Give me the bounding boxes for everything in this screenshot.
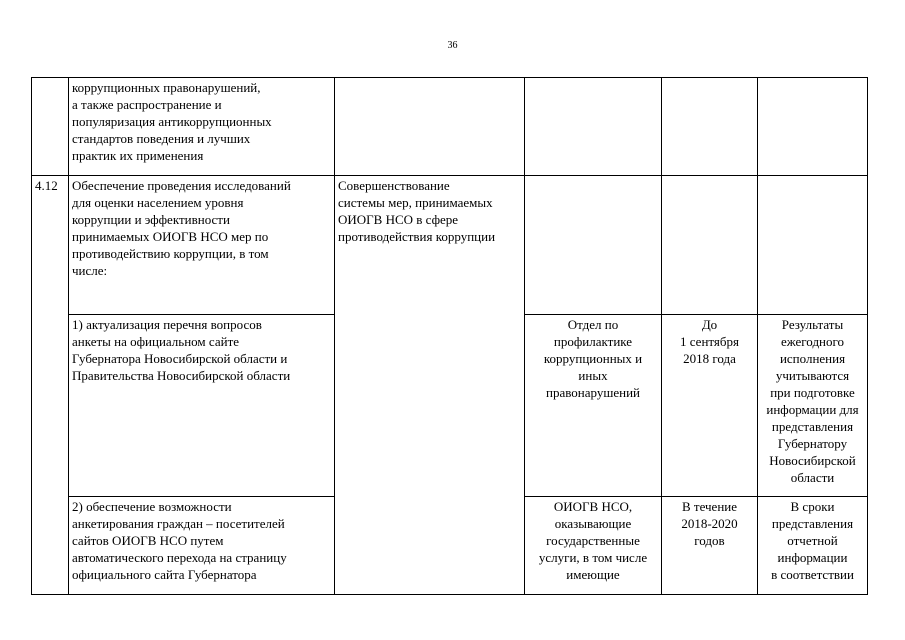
executor-cell: Отдел по профилактике коррупционных и иных правонарушений [525, 315, 662, 497]
measure-cell: Обеспечение проведения исследований для оценки населением уровня коррупции и эффективности принимаемых ОИОГВ НСО мер по противодействию коррупции, в том числе: [69, 176, 335, 315]
deadline-cell [662, 176, 758, 315]
deadline-cell [662, 78, 758, 176]
table-row-4-12 [32, 176, 868, 315]
deadline-cell: В течение 2018-2020 годов [662, 497, 758, 595]
item-number-cell [32, 78, 69, 176]
deadline-cell: До 1 сентября 2018 года [662, 315, 758, 497]
result-cell: Результаты ежегодного исполнения учитываются при подготовке информации для представления Губернатору Новосибирской области [758, 315, 868, 497]
goal-cell: Совершенствование системы мер, принимаемых ОИОГВ НСО в сфере противодействия коррупции [335, 176, 525, 595]
result-cell [758, 78, 868, 176]
measure-cell: коррупционных правонарушений, а также распространение и популяризация антикоррупционных стандартов поведения и лучших практик их применения [69, 78, 335, 176]
executor-cell: ОИОГВ НСО, оказывающие государственные услуги, в том числе имеющие [525, 497, 662, 595]
measures-table [31, 77, 868, 595]
result-cell: В сроки представления отчетной информации в соответствии [758, 497, 868, 595]
result-cell [758, 176, 868, 315]
executor-cell [525, 176, 662, 315]
executor-cell [525, 78, 662, 176]
measure-cell: 1) актуализация перечня вопросов анкеты на официальном сайте Губернатора Новосибирской области и Правительства Новосибирской области [69, 315, 335, 497]
table-row-continuation [32, 78, 868, 176]
page-number: 36 [447, 40, 458, 51]
item-number-cell: 4.12 [32, 176, 69, 595]
goal-cell [335, 78, 525, 176]
measure-cell: 2) обеспечение возможности анкетирования граждан – посетителей сайтов ОИОГВ НСО путем автоматического перехода на страницу официального сайта Губернатора [69, 497, 335, 595]
